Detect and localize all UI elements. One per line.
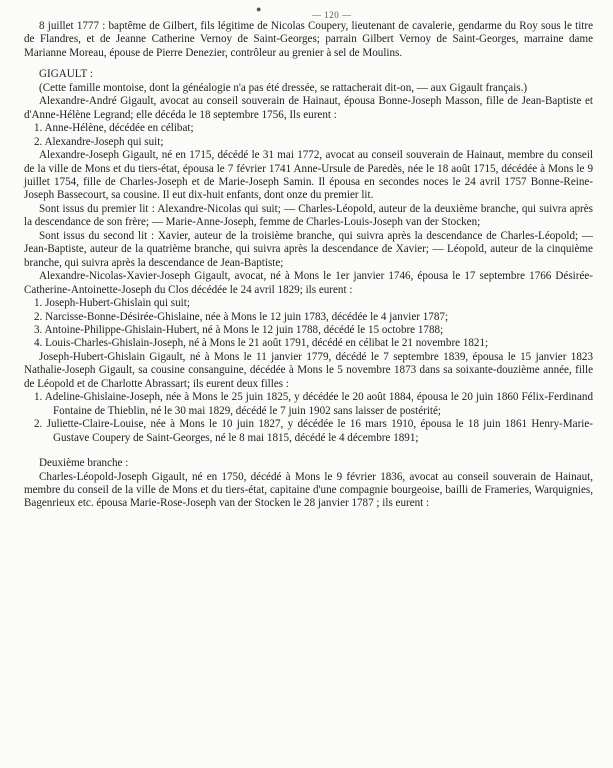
paragraph-alexandre-nicolas: Alexandre-Nicolas-Xavier-Joseph Gigault, avocat, né à Mons le 1er janvier 1746, épousa le 17 septembre 1766 Désirée-Catherine-Antoinette-Joseph du Clos décédée le 24 avril 1829; ils eurent : <box>24 270 593 296</box>
list-item: 2. Juliette-Claire-Louise, née à Mons le 10 juin 1827, y décédée le 16 mars 1910, épousa le 18 juin 1861 Henry-Marie-Gustave Coupery de Saint-Georges, né le 8 mai 1815, décédé le 4 décembre 1891; <box>34 418 593 444</box>
section-heading-deuxieme-branche: Deuxième branche : <box>39 457 129 470</box>
section-heading-gigault: GIGAULT : <box>39 68 93 81</box>
paragraph-baptism: 8 juillet 1777 : baptême de Gilbert, fils légitime de Nicolas Coupery, lieutenant de cavalerie, gendarme du Roy sous le titre de Flandres, et de Jeanne Catherine Vernoy de Saint-Georges; parrain Gilbert Vernoy de Saint-Georges, marraine dame Marianne Moreau, épouse de Pierre Denezier, contrôleur au grenier à sel de Moulins. <box>24 20 593 59</box>
paragraph-alexandre-andre: Alexandre-André Gigault, avocat au conseil souverain de Hainaut, épousa Bonne-Joseph Masson, fille de Jean-Baptiste et d'Anne-Hélène Legrand; elle décéda le 18 septembre 1756, Ils eurent : <box>24 95 593 121</box>
bullet-icon: ● <box>256 4 262 14</box>
paragraph-alexandre-joseph: Alexandre-Joseph Gigault, né en 1715, décédé le 31 mai 1772, avocat au conseil souverain de Hainaut, membre du conseil de la ville de Mons et du tiers-état, épousa le 7 février 1741 Anne-Ursule de Paredès, née le 18 août 1715, décédée à Mons le 9 juillet 1754, fille de Charles-Joseph et de Marie-Joseph Samin. Il épousa en secondes noces le 24 avril 1757 Bonne-Reine-Joseph Bassecourt, sa cousine. Il eut dix-huit enfants, dont onze du premier lit. <box>24 149 593 202</box>
list-item: 3. Antoine-Philippe-Ghislain-Hubert, né à Mons le 12 juin 1788, décédé le 15 octobre 1788; <box>34 323 444 336</box>
paragraph-note: (Cette famille montoise, dont la généalogie n'a pas été dressée, se rattacherait dit-on, — aux Gigault français.) <box>39 81 528 94</box>
paragraph-joseph-hubert: Joseph-Hubert-Ghislain Gigault, né à Mons le 11 janvier 1779, décédé le 7 septembre 1839, épousa le 15 janvier 1823 Nathalie-Joseph Gigault, sa cousine consanguine, décédée à Mons le 5 novembre 1873 dans sa soixante-douzième année, fille de Léopold et de Charlotte Abrassart; ils eurent deux filles : <box>24 350 593 390</box>
list-item: 1. Adeline-Ghislaine-Joseph, née à Mons le 25 juin 1825, y décédée le 20 août 1884, épousa le 20 juin 1860 Félix-Ferdinand Fontaine de Thieblin, né le 30 mai 1829, décédé le 7 juin 1902 sans laisser de postérité; <box>34 391 593 417</box>
list-item: 1. Anne-Hélène, décédée en célibat; <box>34 122 194 135</box>
page-number: — 120 — <box>312 10 352 20</box>
paragraph-second-lit: Sont issus du second lit : Xavier, auteur de la troisième branche, qui suivra après la descendance de Charles-Léopold; — Jean-Baptiste, auteur de la quatrième branche, qui suivra après la descendance de Xavier; — Léopold, auteur de la cinquième branche, qui suivra après la descendance de Jean-Baptiste; <box>24 229 593 269</box>
paragraph-premier-lit: Sont issus du premier lit : Alexandre-Nicolas qui suit; — Charles-Léopold, auteur de la deuxième branche, qui suivra après la descendance de son frère; — Marie-Anne-Joseph, femme de Charles-Louis-Joseph van der Stocken; <box>24 202 593 229</box>
list-item: 2. Narcisse-Bonne-Désirée-Ghislaine, née à Mons le 12 juin 1783, décédée le 4 janvier 1787; <box>34 310 449 323</box>
body-text <box>24 20 593 511</box>
page-header <box>24 4 593 20</box>
list-item: 2. Alexandre-Joseph qui suit; <box>34 135 164 148</box>
list-item: 1. Joseph-Hubert-Ghislain qui suit; <box>34 297 190 310</box>
paragraph-charles-leopold: Charles-Léopold-Joseph Gigault, né en 1750, décédé à Mons le 9 février 1836, avocat au conseil souverain de Hainaut, membre du conseil de la ville de Mons et du tiers-état, capitaine d'une compagnie bourgeoise, bailli de Frameries, Warquignies, Bagenrieux etc. épousa Marie-Rose-Joseph van der Stocken le 28 janvier 1787 ; ils eurent : <box>24 470 593 510</box>
list-item: 4. Louis-Charles-Ghislain-Joseph, né à Mons le 21 août 1791, décédé en célibat le 21 novembre 1821; <box>34 337 489 350</box>
